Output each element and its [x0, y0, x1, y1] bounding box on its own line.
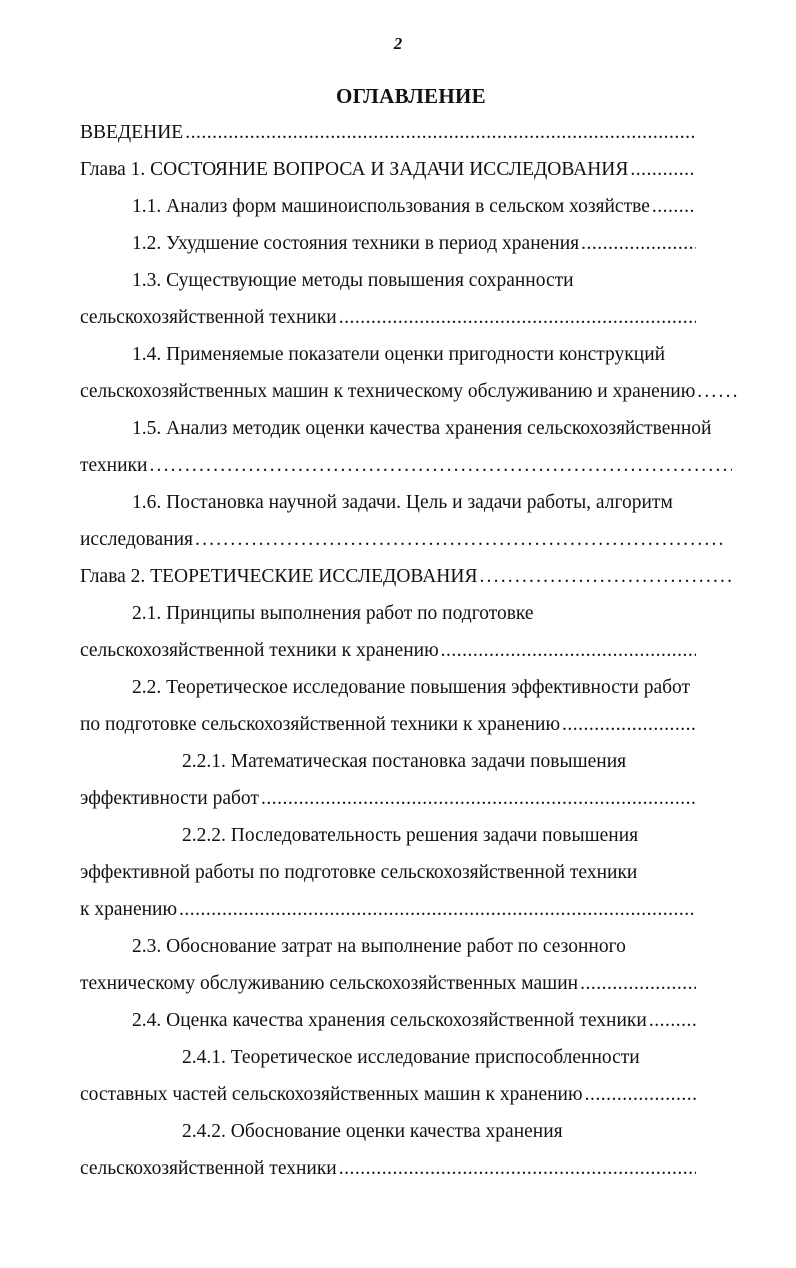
toc-line: 2.4. Оценка качества хранения сельскохозяйственной техники .....	[132, 1006, 696, 1036]
toc-line: сельскохозяйственной техники к хранению .....	[80, 636, 696, 666]
toc-line: составных частей сельскохозяйственных машин к хранению .....	[80, 1080, 696, 1110]
toc-line: 2.4.1. Теоретическое исследование приспособленности	[182, 1047, 640, 1068]
page-title: ОГЛАВЛЕНИЕ	[336, 84, 486, 108]
toc-line: сельскохозяйственной техники .....	[80, 303, 696, 333]
toc-line: Глава 2. ТЕОРЕТИЧЕСКИЕ ИССЛЕДОВАНИЯ .....	[80, 562, 732, 592]
toc-line: Глава 1. СОСТОЯНИЕ ВОПРОСА И ЗАДАЧИ ИССЛЕДОВАНИЯ .....	[80, 155, 696, 185]
toc-line: 1.6. Постановка научной задачи. Цель и задачи работы, алгоритм	[132, 492, 673, 513]
toc-line: 1.1. Анализ форм машиноиспользования в сельском хозяйстве .....	[132, 192, 696, 222]
toc-line: 2.2.1. Математическая постановка задачи повышения	[182, 751, 627, 772]
toc-line: 2.4.2. Обоснование оценки качества хранения	[182, 1121, 563, 1142]
toc-line: 2.3. Обоснование затрат на выполнение работ по сезонного	[132, 936, 626, 957]
toc-line: эффективности работ .....	[80, 784, 696, 814]
toc-line: 2.2. Теоретическое исследование повышения эффективности работ	[132, 677, 691, 698]
toc-line: ВВЕДЕНИЕ .....	[80, 118, 696, 148]
toc-line: 1.3. Существующие методы повышения сохранности	[132, 270, 574, 291]
toc-line: сельскохозяйственных машин к техническому обслуживанию и хранению .....	[80, 377, 740, 407]
toc-line: техническому обслуживанию сельскохозяйственных машин .....	[80, 969, 696, 999]
toc-line: 1.5. Анализ методик оценки качества хранения сельскохозяйственной	[132, 418, 712, 439]
toc-line: к хранению .....	[80, 895, 696, 925]
toc-line: 2.1. Принципы выполнения работ по подготовке	[132, 603, 534, 624]
toc-line: эффективной работы по подготовке сельскохозяйственной техники	[80, 862, 638, 883]
toc-line: 1.4. Применяемые показатели оценки пригодности конструкций	[132, 344, 666, 365]
toc-line: исследования .....	[80, 525, 724, 555]
toc-line: техники .....	[80, 451, 732, 481]
toc-line: сельскохозяйственной техники .....	[80, 1154, 696, 1184]
page-number: 2	[393, 34, 403, 53]
toc-line: по подготовке сельскохозяйственной техники к хранению .....	[80, 710, 696, 740]
toc-line: 2.2.2. Последовательность решения задачи повышения	[182, 825, 639, 846]
toc-line: 1.2. Ухудшение состояния техники в период хранения .....	[132, 229, 696, 259]
